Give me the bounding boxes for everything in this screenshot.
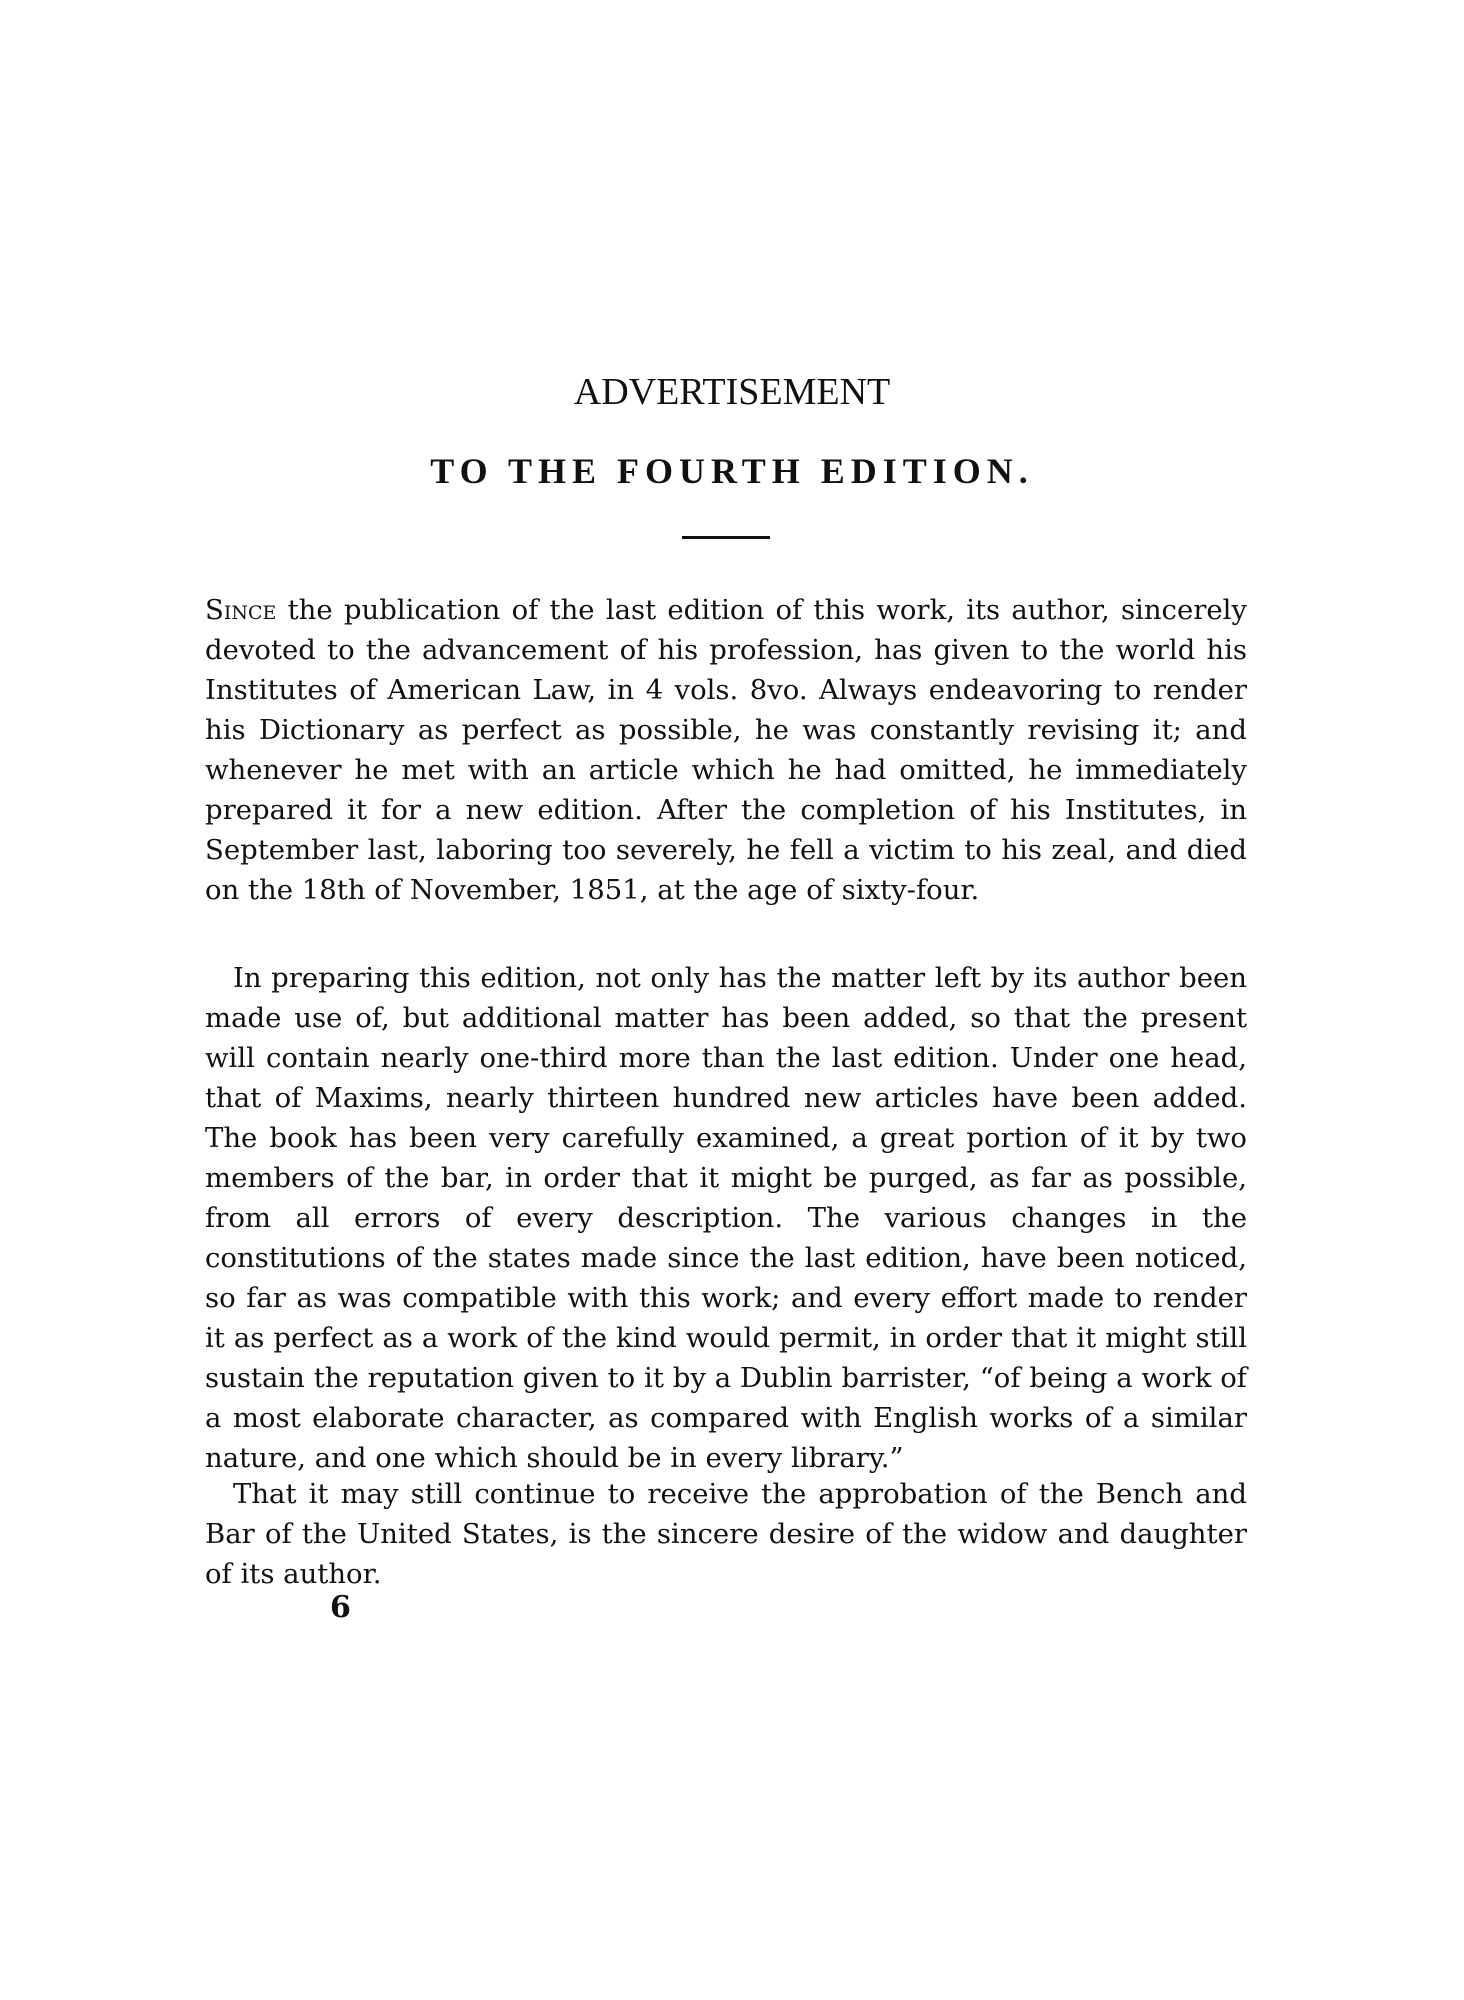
paragraph-1 <box>205 590 1247 910</box>
paragraph-1-text: the publication of the last edition of this work, its author, sincerely devoted to the advancement of his profession, has given to the world his Institutes of American Law, in 4 vols. 8vo. Always endeavoring to render his Dictionary as perfect as possible, he was constantly revising it; and whenever he met with an article which he had omitted, he immediately prepared it for a new edition. After the completion of his Institutes, in September last, laboring too severely, he fell a victim to his zeal, and died on the 18th of November, 1851, at the age of sixty-four. <box>205 594 1247 906</box>
page-subtitle: TO THE FOURTH EDITION. <box>430 451 1034 491</box>
page-number: 6 <box>330 1590 351 1625</box>
paragraph-1-lead: Since <box>205 594 277 626</box>
paragraph-3: That it may still continue to receive the approbation of the Bench and Bar of the United States, is the sincere desire of the widow and daughter of its author. <box>205 1478 1247 1590</box>
divider-rule <box>682 536 770 539</box>
page-title: ADVERTISEMENT <box>573 371 891 413</box>
paragraph-2: In preparing this edition, not only has the matter left by its author been made use of, but additional matter has been added, so that the present will contain nearly one-third more than the last edition. Under one head, that of Maxims, nearly thirteen hundred new articles have been added. The book has been very carefully examined, a great portion of it by two members of the bar, in order that it might be purged, as far as possible, from all errors of every description. The various changes in the constitutions of the states made since the last edition, have been noticed, so far as was compatible with this work; and every effort made to render it as perfect as a work of the kind would permit, in order that it might still sustain the reputation given to it by a Dublin barrister, “of being a work of a most elaborate character, as compared with English works of a similar nature, and one which should be in every library.” <box>205 962 1247 1474</box>
